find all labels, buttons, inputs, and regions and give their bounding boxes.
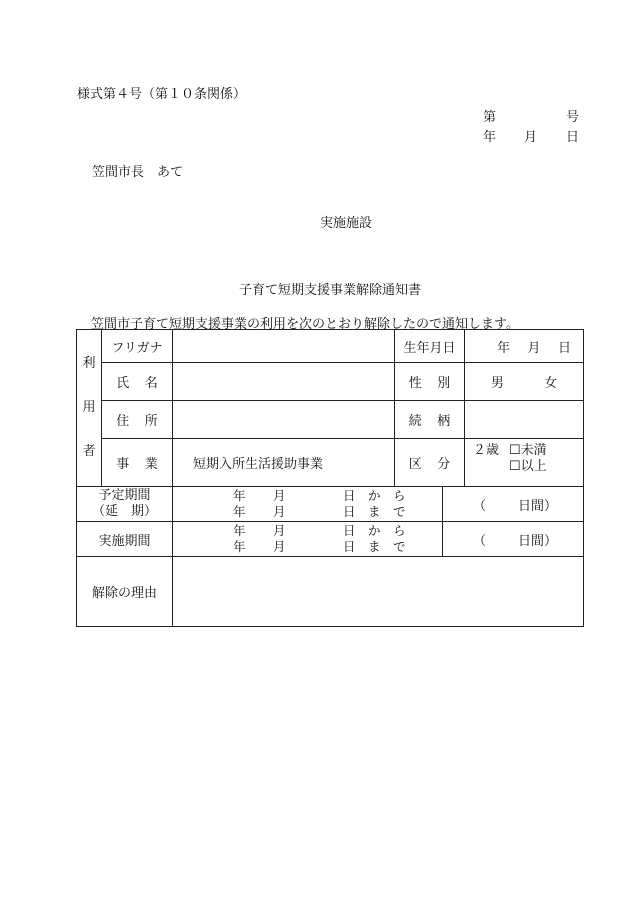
planned-to-month: 月	[273, 504, 286, 519]
age-option-under[interactable]: ☐未満	[509, 443, 547, 458]
cancellation-form-table	[76, 329, 584, 627]
planned-period-label-1: 予定期間	[98, 488, 151, 503]
user-label-char-2: 用	[82, 400, 96, 415]
reason-label: 解除の理由	[77, 557, 173, 627]
reason-field[interactable]	[173, 557, 584, 627]
furigana-row	[77, 330, 584, 363]
age-category-field[interactable]	[465, 439, 584, 487]
birthdate-field[interactable]	[465, 330, 584, 363]
planned-to-year: 年	[233, 504, 246, 519]
planned-from-day: 日 か ら	[343, 488, 406, 503]
age-value: ２歳	[473, 443, 500, 458]
project-value: 短期入所生活援助事業	[173, 439, 395, 487]
project-label: 事業	[102, 439, 173, 487]
actual-to-year: 年	[233, 539, 246, 554]
actual-days-open: （	[473, 533, 487, 549]
address-row	[77, 401, 584, 439]
actual-to-day: 日 ま で	[343, 539, 406, 554]
sex-female[interactable]: 女	[544, 376, 558, 391]
relation-label: 続柄	[395, 401, 465, 439]
planned-from-year: 年	[233, 488, 246, 503]
planned-period-label-2: （延 期）	[91, 504, 157, 519]
furigana-field[interactable]	[173, 330, 395, 363]
date-month: 月	[524, 130, 538, 145]
user-label-char-1: 利	[82, 356, 96, 371]
sex-male[interactable]: 男	[490, 376, 504, 391]
name-row	[77, 363, 584, 401]
name-label: 氏名	[102, 363, 173, 401]
user-label	[77, 330, 102, 487]
planned-to-day: 日 ま で	[343, 504, 406, 519]
number-suffix: 号	[566, 110, 580, 125]
project-row	[77, 439, 584, 487]
addressee: 笠間市長 あて	[92, 165, 184, 180]
sex-field[interactable]	[465, 363, 584, 401]
actual-period-row	[77, 522, 584, 557]
document-number	[483, 106, 580, 125]
actual-from-day: 日 か ら	[343, 523, 406, 538]
address-field[interactable]	[173, 401, 395, 439]
number-prefix: 第	[483, 110, 497, 125]
intro-text: 笠間市子育て短期支援事業の利用を次のとおり解除したので通知します。	[91, 317, 519, 332]
planned-days-close: 日間）	[518, 498, 558, 514]
actual-to-month: 月	[273, 539, 286, 554]
planned-period-label	[77, 487, 173, 522]
document-title: 子育て短期支援事業解除通知書	[238, 283, 421, 298]
actual-period-label: 実施期間	[77, 522, 173, 557]
relation-field[interactable]	[465, 401, 584, 439]
planned-days-field[interactable]	[443, 487, 584, 522]
furigana-label: フリガナ	[102, 330, 173, 363]
user-label-char-3: 者	[82, 444, 96, 459]
sex-label: 性別	[395, 363, 465, 401]
address-label: 住所	[102, 401, 173, 439]
form-id: 様式第４号（第１０条関係）	[77, 87, 247, 102]
planned-days-open: （	[473, 498, 487, 514]
category-label: 区分	[395, 439, 465, 487]
actual-days-field[interactable]	[443, 522, 584, 557]
birth-year: 年	[497, 340, 511, 356]
birthdate-label: 生年月日	[395, 330, 465, 363]
actual-period-dates[interactable]	[173, 522, 443, 557]
actual-from-month: 月	[273, 523, 286, 538]
planned-period-dates[interactable]	[173, 487, 443, 522]
date-day: 日	[566, 130, 580, 145]
reason-row	[77, 557, 584, 627]
planned-from-month: 月	[273, 488, 286, 503]
birth-day: 日	[557, 340, 571, 356]
facility-name: 実施施設	[320, 216, 373, 231]
actual-from-year: 年	[233, 523, 246, 538]
name-field[interactable]	[173, 363, 395, 401]
date-year: 年	[483, 130, 497, 145]
actual-days-close: 日間）	[518, 533, 558, 549]
age-option-over[interactable]: ☐以上	[509, 459, 547, 474]
birth-month: 月	[527, 340, 541, 356]
planned-period-row	[77, 487, 584, 522]
